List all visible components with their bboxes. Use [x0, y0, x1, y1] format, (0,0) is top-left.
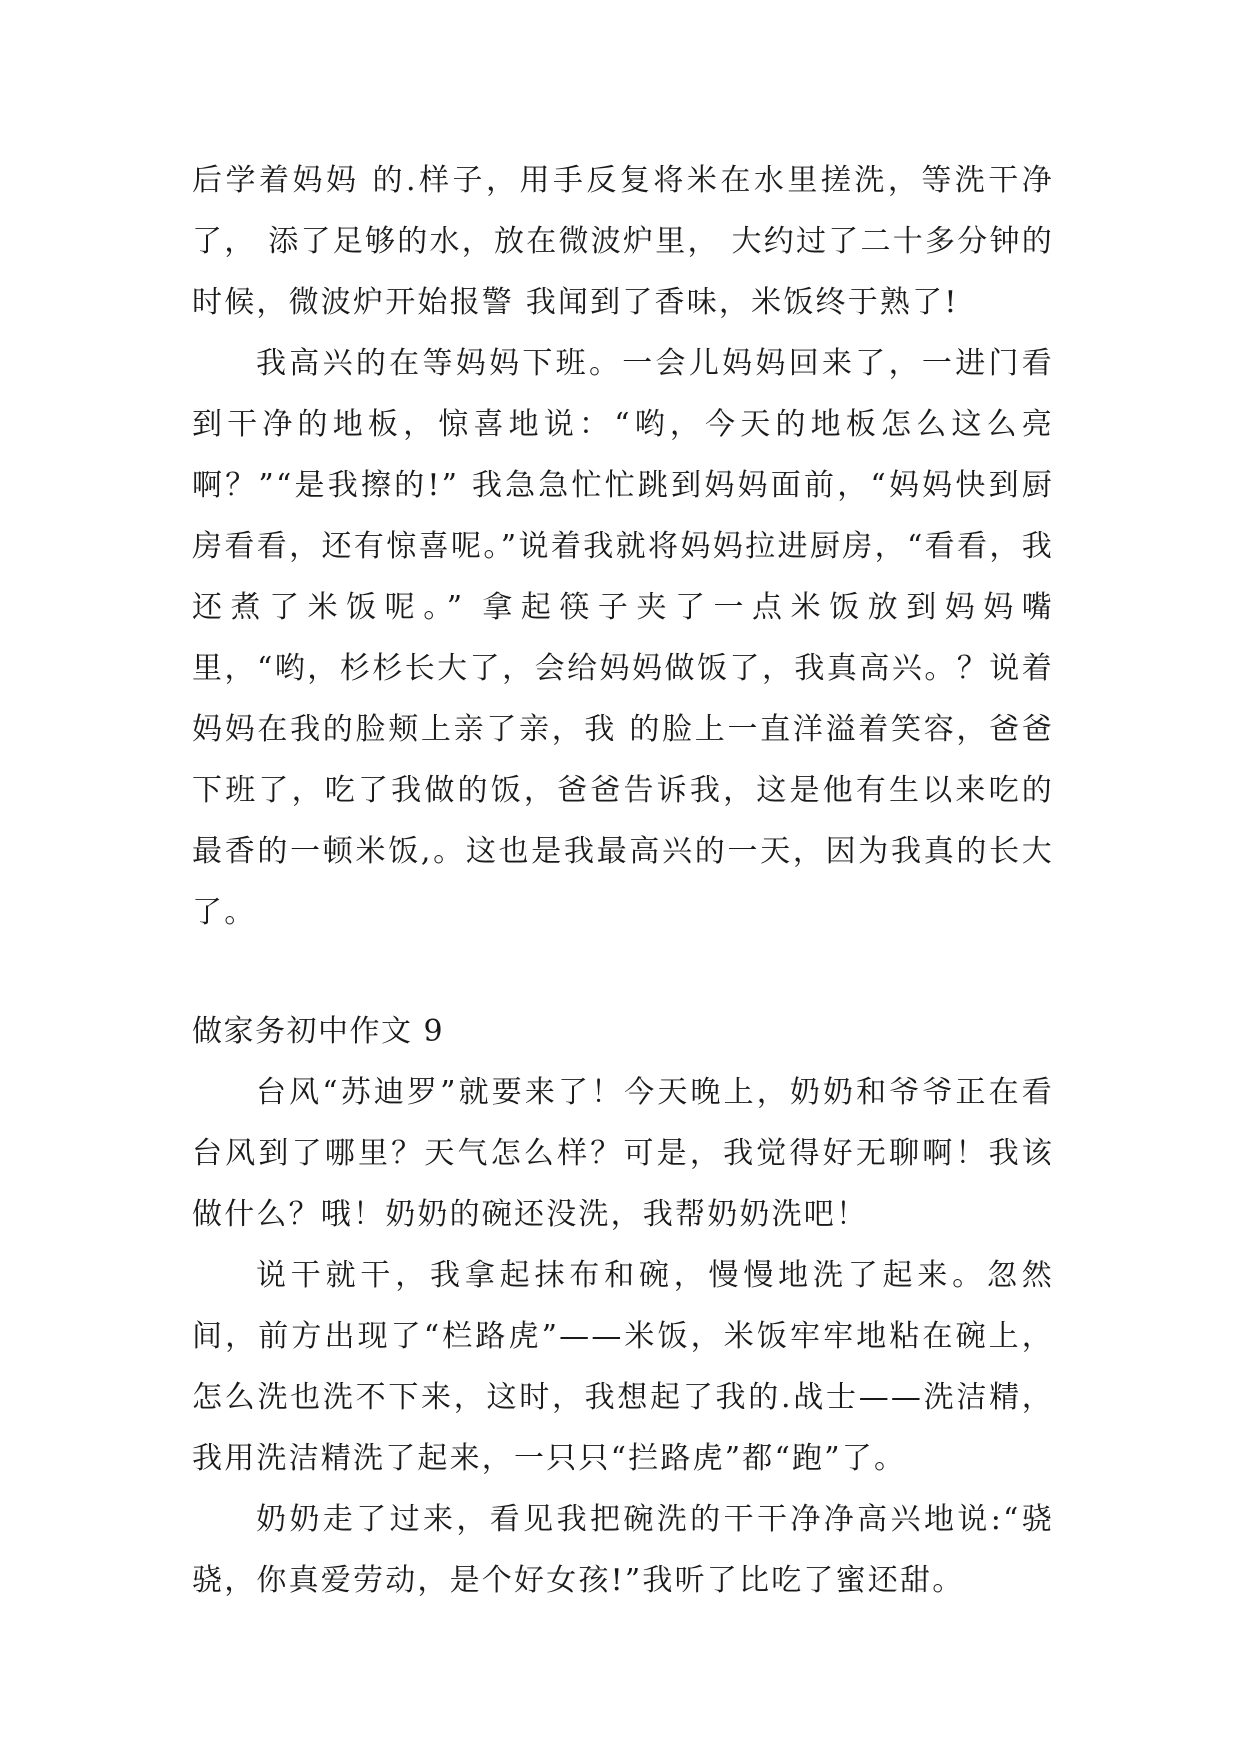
section-title: 做家务初中作文 9: [192, 1014, 445, 1049]
paragraph-3: 台风“苏迪罗”就要来了！今天晚上，奶奶和爷爷正在看台风到了哪里？天气怎么样？可是，我觉得好无聊啊！我该做什么？哦！奶奶的碗还没洗，我帮奶奶洗吧！: [192, 1075, 1054, 1232]
paragraph-4: 说干就干，我拿起抹布和碗，慢慢地洗了起来。忽然间，前方出现了“栏路虎”——米饭，米饭牢牢地粘在碗上，怎么洗也洗不下来，这时，我想起了我的.战士——洗洁精，我用洗洁精洗了起来，一只只“拦路虎”都“跑”了。: [192, 1258, 1054, 1476]
paragraph-5: 奶奶走了过来，看见我把碗洗的干干净净高兴地说:“骁骁，你真爱劳动，是个好女孩!”我听了比吃了蜜还甜。: [192, 1502, 1054, 1598]
paragraph-2: 我高兴的在等妈妈下班。一会儿妈妈回来了，一进门看到干净的地板，惊喜地说：“哟，今天的地板怎么这么亮啊？”“是我擦的!” 我急急忙忙跳到妈妈面前，“妈妈快到厨房看看，还有惊喜呢。”说着我就将妈妈拉进厨房，“看看，我还煮了米饭呢。” 拿起筷子夹了一点米饭放到妈妈嘴里，“哟，杉杉长大了，会给妈妈做饭了，我真高兴。？说着妈妈在我的脸颊上亲了亲，我 的脸上一直洋溢着笑容，爸爸下班了，吃了我做的饭，爸爸告诉我，这是他有生以来吃的最香的一顿米饭,。这也是我最高兴的一天，因为我真的长大了。: [192, 346, 1054, 930]
paragraph-1: 后学着妈妈 的.样子，用手反复将米在水里搓洗，等洗干净了， 添了足够的水，放在微波炉里， 大约过了二十多分钟的时候，微波炉开始报警 我闻到了香味，米饭终于熟了!: [192, 163, 1054, 320]
document-page: [192, 150, 1054, 1611]
